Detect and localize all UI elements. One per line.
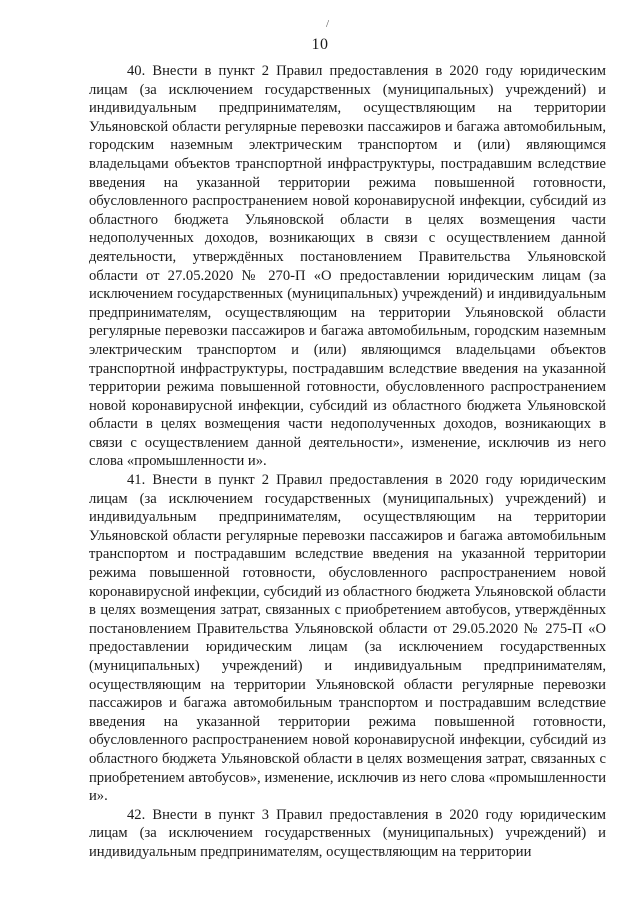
- document-body: [89, 62, 606, 862]
- scan-tick-mark: /: [326, 18, 330, 30]
- paragraph-41: 41. Внести в пункт 2 Правил предоставления в 2020 году юридическим лицам (за исключением государственных (муниципальных) учреждений) и индивидуальным предпринимателям, осуществляющим на территории Ульяновской области регулярные перевозки пассажиров и багажа автомобильным транспортом и пострадавшим вследствие введения на указанной территории режима повышенной готовности, обусловленного распространением новой коронавирусной инфекции, субсидий из областного бюджета Ульяновской области в целях возмещения затрат, связанных с приобретением автобусов, утверждённых постановлением Правительства Ульяновской области от 29.05.2020 № 275-П «О предоставлении юридическим лицам (за исключением государственных (муниципальных) учреждений) и индивидуальным предпринимателям, осуществляющим на территории Ульяновской области регулярные перевозки пассажиров и багажа автомобильным транспортом и пострадавшим вследствие введения на указанной территории режима повышенной готовности, обусловленного распространением новой коронавирусной инфекции, субсидий из областного бюджета Ульяновской области в целях возмещения затрат, связанных с приобретением автобусов», изменение, исключив из него слова «промышленности и».: [89, 472, 606, 805]
- page-number: 10: [311, 36, 329, 53]
- paragraph-40: 40. Внести в пункт 2 Правил предоставления в 2020 году юридическим лицам (за исключением государственных (муниципальных) учреждений) и индивидуальным предпринимателям, осуществляющим на территории Ульяновской области регулярные перевозки пассажиров и багажа автомобильным, городским наземным электрическим транспортом и (или) являющимся владельцами объектов транспортной инфраструктуры, пострадавшим вследствие введения на указанной территории режима повышенной готовности, обусловленного распространением новой коронавирусной инфекции, субсидий из областного бюджета Ульяновской области в целях возмещения части недополученных доходов, возникающих в связи с осуществлением данной деятельности, утверждённых постановлением Правительства Ульяновской области от 27.05.2020 № 270-П «О предоставлении юридическим лицам (за исключением государственных (муниципальных) учреждений) и индивидуальным предпринимателям, осуществляющим на территории Ульяновской области регулярные перевозки пассажиров и багажа автомобильным, городским наземным электрическим транспортом и (или) являющимся владельцами объектов транспортной инфраструктуры, пострадавшим вследствие введения на указанной территории режима повышенной готовности, обусловленного распространением новой коронавирусной инфекции, субсидий из областного бюджета Ульяновской области в целях возмещения части недополученных доходов, возникающих в связи с осуществлением данной деятельности», изменение, исключив из него слова «промышленности и».: [89, 63, 606, 470]
- paragraph-42: 42. Внести в пункт 3 Правил предоставления в 2020 году юридическим лицам (за исключением государственных (муниципальных) учреждений) и индивидуальным предпринимателям, осуществляющим на территории: [89, 806, 606, 860]
